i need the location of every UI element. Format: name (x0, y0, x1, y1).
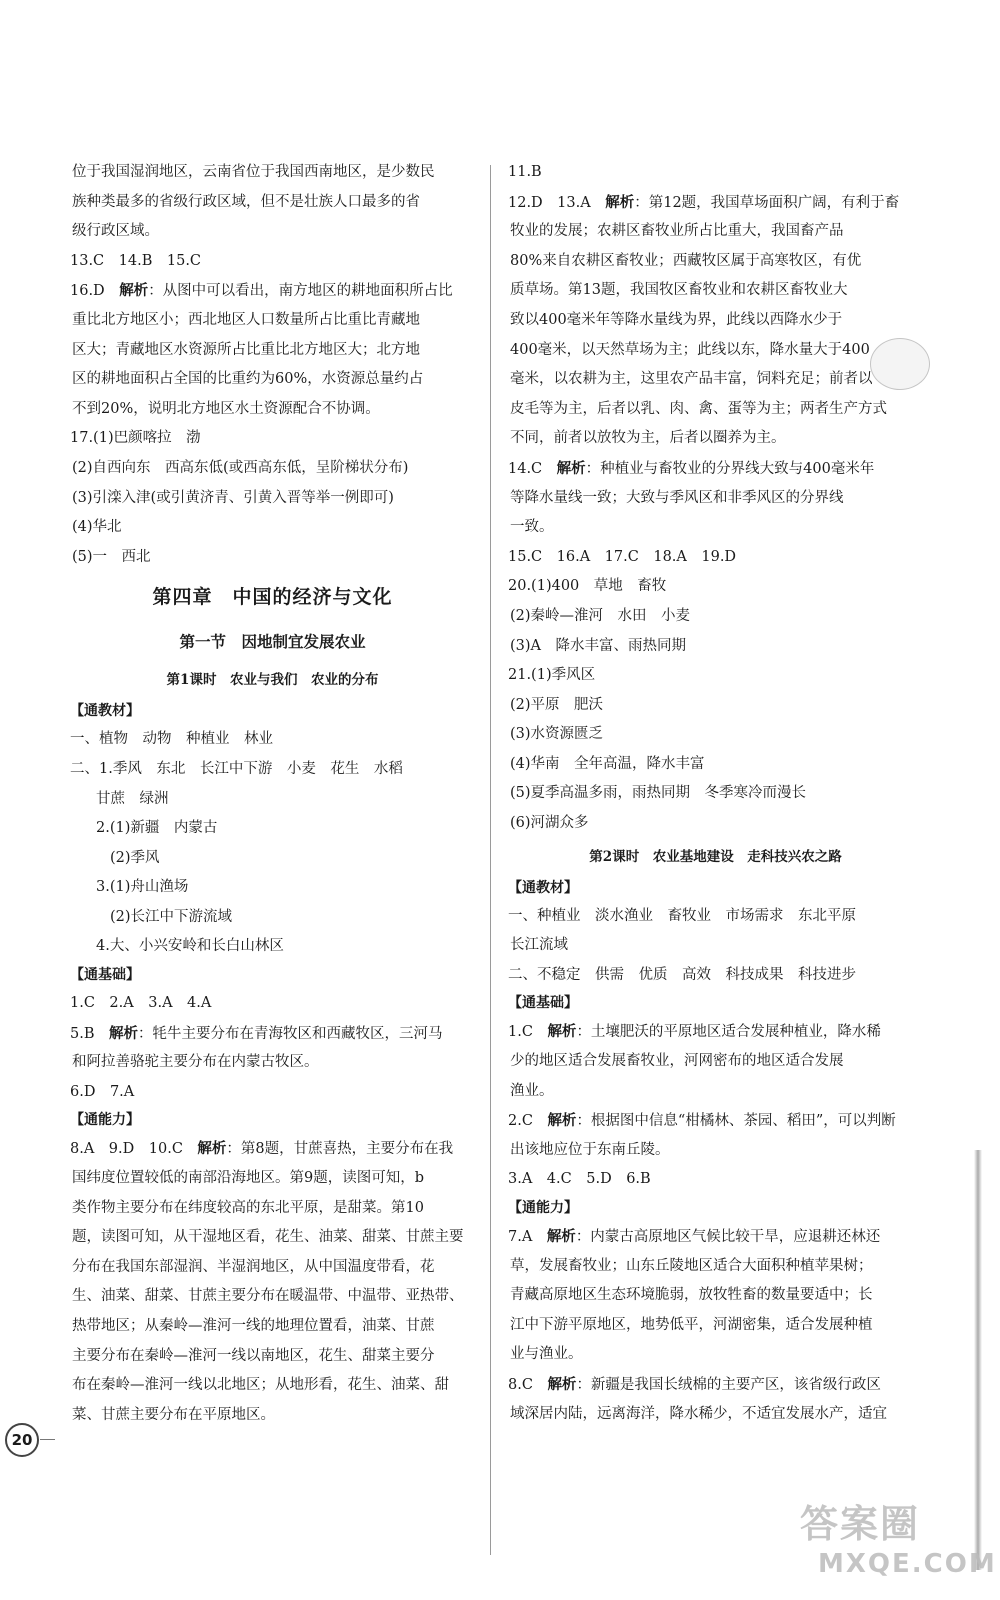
answer-line: (2)自西向东 西高东低(或西高东低，呈阶梯状分布) (72, 459, 409, 476)
answer-line (508, 1017, 923, 1047)
section-heading: 【通基础】 (70, 967, 140, 984)
answer-line: (3)引滦入津(或引黄济青、引黄入晋等举一例即可) (72, 489, 394, 506)
analysis-text: ：土壤肥沃的平原地区适合发展种植业，降水稀 (576, 1024, 881, 1041)
answer-line: 生、油菜、甜菜、甘蔗主要分布在暖温带、中温带、亚热带、 (72, 1288, 464, 1305)
answer-line: (3)水资源匮乏 (510, 726, 604, 743)
section-heading: 【通基础】 (508, 995, 578, 1012)
answer-line (508, 1222, 923, 1252)
answer-line: (2)长江中下游流域 (110, 908, 233, 925)
answer-line: 布在秦岭—淮河一线以北地区；从地形看，花生、油菜、甜 (72, 1377, 449, 1394)
answer-line: 一致。 (510, 519, 554, 536)
analysis-text: ：新疆是我国长绒棉的主要产区，该省级行政区 (576, 1376, 881, 1393)
analysis-label: 解析 (605, 193, 635, 211)
answer-line: 不到20%，说明北方地区水土资源配合不协调。 (72, 400, 380, 417)
answer-line: 20.(1)400 草地 畜牧 (508, 578, 667, 595)
answer-line: 11.B (508, 164, 542, 180)
analysis-text: ：种植业与畜牧业的分界线大致与400毫米年 (585, 460, 875, 477)
answer-line: 400毫米，以天然草场为主；此线以东，降水量大于400 (510, 341, 870, 358)
answer-numbers: 8.A 9.D 10.C (70, 1141, 198, 1158)
answer-line: 3.A 4.C 5.D 6.B (508, 1171, 651, 1188)
analysis-label: 解析 (109, 1024, 138, 1042)
answer-line: (4)华北 (72, 519, 122, 536)
answer-line: 长江流域 (510, 937, 568, 954)
answer-line: 域深居内陆，远离海洋，降水稀少，不适宜发展水产，适宜 (510, 1405, 887, 1422)
answer-line: 3.(1)舟山渔场 (96, 879, 189, 896)
analysis-text: ：内蒙古高原地区气候比较干旱，应退耕还林还 (575, 1229, 881, 1245)
answer-line (508, 188, 923, 218)
section-heading: 【通教材】 (508, 879, 578, 896)
page-number-rule (40, 1439, 55, 1440)
answer-line: 等降水量线一致；大致与季风区和非季风区的分界线 (510, 489, 844, 506)
analysis-label: 解析 (547, 1375, 577, 1393)
answer-line (70, 1134, 475, 1164)
analysis-label: 解析 (197, 1140, 227, 1158)
chapter-title: 第四章 中国的经济与文化 (152, 586, 393, 609)
answer-line: 毫米，以农耕为主，这里农产品丰富，饲料充足；前者以 (510, 371, 873, 388)
left-column (70, 158, 475, 1430)
analysis-text: ：根据图中信息“柑橘林、茶园、稻田”，可以判断 (576, 1113, 896, 1130)
answer-numbers: 1.C (508, 1024, 548, 1041)
answer-line (508, 1370, 923, 1400)
answer-line: 1.C 2.A 3.A 4.A (70, 995, 212, 1012)
analysis-label: 解析 (547, 1023, 577, 1041)
answer-numbers: 12.D 13.A (508, 194, 606, 211)
answer-line: 业与渔业。 (510, 1346, 583, 1363)
answer-line: 题，读图可知，从干湿地区看，花生、油菜、甜菜、甘蔗主要 (72, 1229, 464, 1246)
answer-line: 13.C 14.B 15.C (70, 252, 202, 269)
answer-line: 分布在我国东部湿润、半湿润地区，从中国温度带看，花 (72, 1258, 435, 1275)
answer-line: 少的地区适合发展畜牧业，河网密布的地区适合发展 (510, 1053, 844, 1070)
answer-line: (5)夏季高温多雨，雨热同期 冬季寒冷而漫长 (510, 785, 807, 802)
answer-line: 15.C 16.A 17.C 18.A 19.D (508, 548, 737, 565)
answer-line: (2)平原 肥沃 (510, 696, 604, 713)
analysis-text: ：从图中可以看出，南方地区的耕地面积所占比 (148, 283, 453, 300)
answer-line: 质草场。第13题，我国牧区畜牧业和农耕区畜牧业大 (510, 282, 848, 299)
answer-line: (3)A 降水丰富、雨热同期 (510, 637, 687, 654)
answer-line: 草，发展畜牧业；山东丘陵地区适合大面积种植苹果树； (510, 1257, 873, 1274)
section-heading: 【通教材】 (70, 703, 140, 720)
analysis-label: 解析 (546, 1228, 576, 1245)
lesson-title: 第1课时 农业与我们 农业的分布 (166, 672, 379, 689)
answer-line: 区的耕地面积占全国的比重约为60%，水资源总量约占 (72, 371, 424, 388)
analysis-text: ：第8题，甘蔗喜热，主要分布在我 (226, 1141, 454, 1158)
section-heading: 【通能力】 (70, 1112, 140, 1129)
answer-line: 热带地区；从秦岭—淮河一线的地理位置看，油菜、甘蔗 (72, 1318, 435, 1334)
analysis-label: 解析 (556, 459, 586, 477)
answer-line: (6)河湖众多 (510, 815, 589, 832)
answer-line: 致以400毫米年等降水量线为界，此线以西降水少于 (510, 311, 843, 328)
answer-line: 菜、甘蔗主要分布在平原地区。 (72, 1406, 275, 1423)
answer-line (70, 1019, 475, 1049)
answer-line: 主要分布在秦岭—淮河一线以南地区，花生、甜菜主要分 (72, 1347, 435, 1364)
answer-line: 一、植物 动物 种植业 林业 (70, 731, 273, 748)
answer-line: 区大；青藏地区水资源所占比重比北方地区大；北方地 (72, 341, 420, 358)
answer-line: 21.(1)季风区 (508, 667, 596, 684)
answer-numbers: 8.C (508, 1376, 548, 1393)
answer-line: 和阿拉善骆驼主要分布在内蒙古牧区。 (72, 1054, 319, 1071)
answer-line: 级行政区域。 (72, 223, 159, 240)
answer-line: (5)一 西北 (72, 548, 151, 565)
answer-line: 族种类最多的省级行政区域，但不是壮族人口最多的省 (72, 193, 420, 210)
answer-line (508, 1106, 923, 1136)
analysis-text: ：第12题，我国草场面积广阔，有利于畜 (634, 194, 900, 211)
answer-line: 国纬度位置较低的南部沿海地区。第9题，读图可知，b (72, 1170, 425, 1187)
answer-line: 皮毛等为主，后者以乳、肉、禽、蛋等为主；两者生产方式 (510, 400, 887, 417)
answer-line: 重比北方地区小；西北地区人口数量所占比重比青藏地 (72, 311, 420, 328)
answer-line: 二、1.季风 东北 长江中下游 小麦 花生 水稻 (70, 760, 403, 777)
answer-line: 江中下游平原地区，地势低平，河湖密集，适合发展种植 (510, 1316, 873, 1333)
answer-line: 位于我国湿润地区，云南省位于我国西南地区，是少数民 (72, 164, 435, 180)
answer-line: 青藏高原地区生态环境脆弱，放牧牲畜的数量要适中；长 (510, 1287, 873, 1304)
section-title: 第一节 因地制宜发展农业 (179, 632, 366, 652)
answer-line: 4.大、小兴安岭和长白山林区 (96, 938, 284, 955)
answer-line: 出该地应位于东南丘陵。 (510, 1141, 670, 1158)
answer-numbers: 14.C (508, 460, 557, 477)
answer-line: 6.D 7.A (70, 1083, 135, 1100)
watermark-top: 答案圈 (800, 1502, 921, 1546)
answer-numbers: 5.B (70, 1025, 109, 1042)
answer-line: 甘蔗 绿洲 (96, 790, 169, 807)
answer-numbers: 2.C (508, 1113, 548, 1130)
analysis-text: ：牦牛主要分布在青海牧区和西藏牧区，三河马 (138, 1025, 443, 1042)
page-number: 20 (5, 1423, 39, 1457)
analysis-label: 解析 (119, 282, 149, 300)
answer-line: 2.(1)新疆 内蒙古 (96, 820, 218, 837)
lesson-title: 第2课时 农业基地建设 走科技兴农之路 (589, 848, 842, 865)
answer-line: 不同，前者以放牧为主，后者以圈养为主。 (510, 430, 786, 447)
answer-line: 80%来自农耕区畜牧业；西藏牧区属于高寒牧区，有优 (510, 252, 862, 269)
answer-numbers: 7.A (508, 1229, 547, 1245)
stamp-mark (870, 338, 930, 390)
answer-line: 类作物主要分布在纬度较高的东北平原，是甜菜。第10 (72, 1199, 424, 1216)
watermark-logo (800, 1500, 995, 1590)
answer-line: 17.(1)巴颜喀拉 渤 (70, 430, 201, 447)
answer-line: (2)秦岭—淮河 水田 小麦 (510, 607, 691, 624)
watermark-bottom: MXQE.COM (818, 1549, 997, 1579)
answer-line (508, 454, 923, 484)
answer-line: (4)华南 全年高温，降水丰富 (510, 755, 705, 772)
column-divider (490, 165, 491, 1555)
right-column (508, 158, 923, 1429)
answer-numbers: 16.D (70, 283, 120, 300)
analysis-label: 解析 (547, 1112, 577, 1130)
answer-line: 一、种植业 淡水渔业 畜牧业 市场需求 东北平原 (508, 907, 856, 924)
answer-line: (2)季风 (110, 849, 160, 866)
section-heading: 【通能力】 (508, 1200, 578, 1216)
answer-line: 渔业。 (510, 1082, 554, 1099)
answer-line: 二、不稳定 供需 优质 高效 科技成果 科技进步 (508, 966, 856, 983)
answer-line (70, 276, 475, 306)
answer-line: 牧业的发展；农耕区畜牧业所占比重大，我国畜产品 (510, 223, 844, 240)
